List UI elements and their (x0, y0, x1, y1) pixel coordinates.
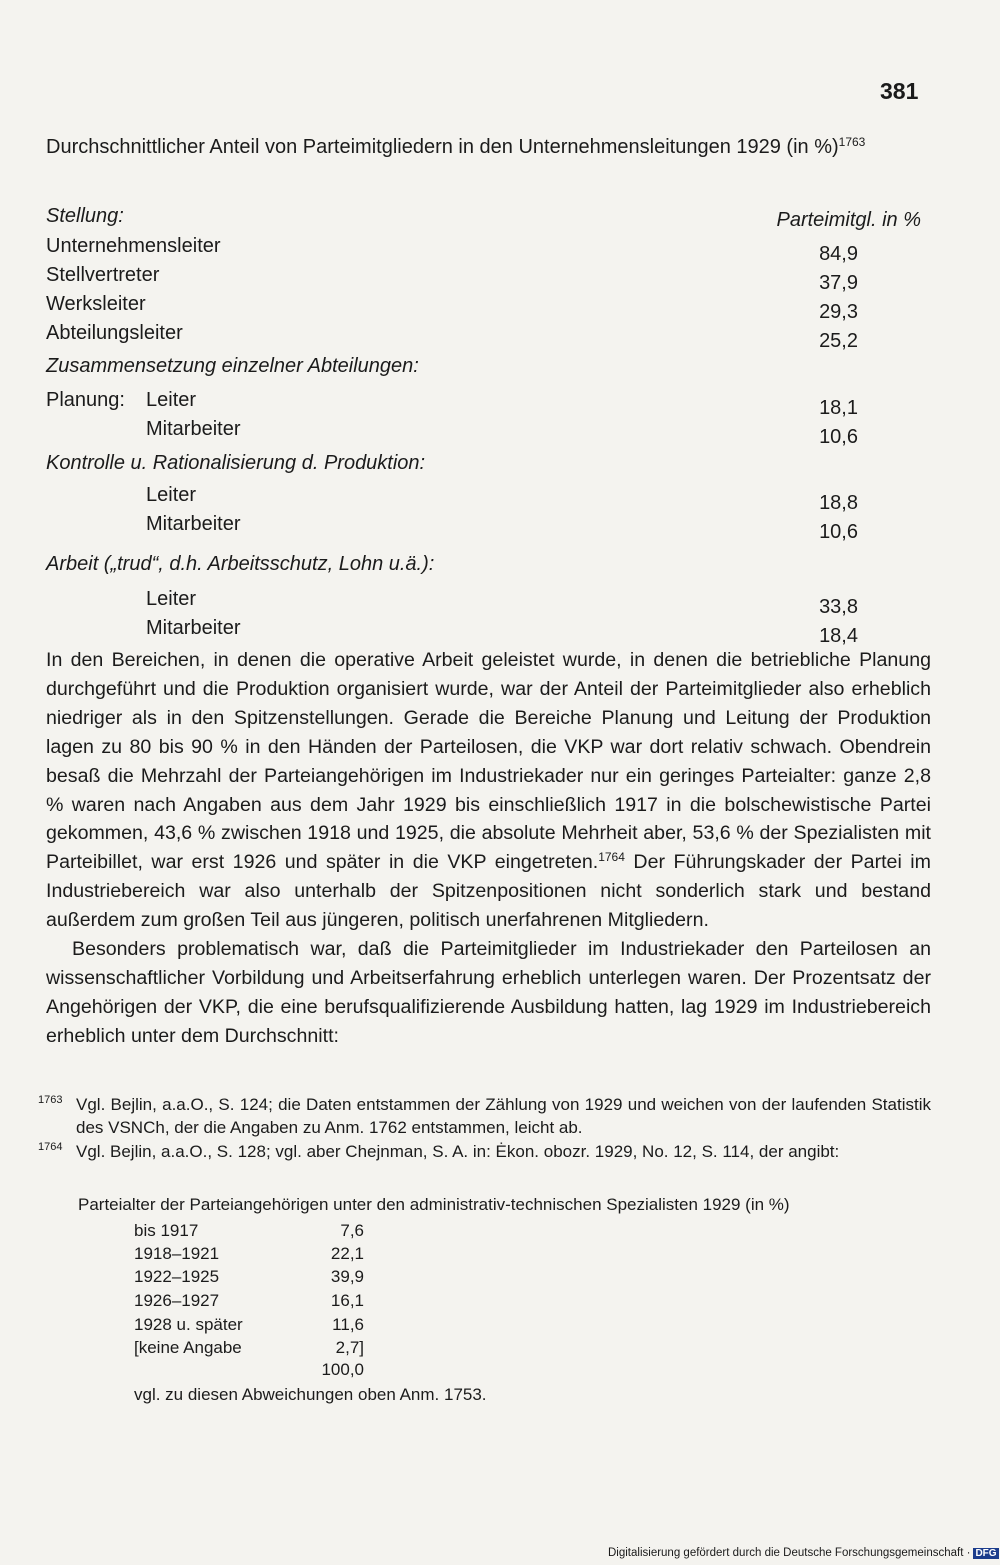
footnote (38, 1094, 931, 1139)
row-label: Abteilungsleiter (46, 322, 183, 344)
paragraph: Besonders problematisch war, daß die Parteimitglieder im Industriekader den Parteilosen an wissenschaftlicher Vorbildung und Arbeitserfahrung erheblich unterlegen waren. Der Prozentsatz der Angehörigen der VKP, die eine berufsqualifizierende Ausbildung hatten, lag 1929 im Industriebereich erheblich unter dem Durchschnitt: (46, 938, 931, 1047)
row-value: 33,8 (819, 596, 858, 618)
row-label: Mitarbeiter (146, 617, 241, 639)
table-caption-text: Durchschnittlicher Anteil von Parteimitgliedern in den Unternehmensleitungen 1929 (in %) (46, 136, 839, 158)
section-heading (46, 352, 921, 380)
year-label: 1918–1921 (134, 1244, 220, 1263)
row-label: Unternehmensleiter (46, 235, 221, 257)
footnote-table-total: 100,0 (321, 1360, 364, 1379)
footnote-table-note: vgl. zu diesen Abweichungen oben Anm. 1753. (134, 1385, 487, 1404)
section-heading (46, 449, 921, 477)
row-value: 37,9 (819, 272, 858, 294)
paragraph (46, 646, 931, 935)
year-value: 22,1 (330, 1244, 364, 1263)
row-value: 18,8 (819, 492, 858, 514)
footnote-table-row (134, 1289, 364, 1312)
table-header (46, 202, 921, 230)
section-heading (46, 550, 921, 578)
row-label: Werksleiter (46, 293, 146, 315)
table-row (46, 261, 921, 294)
row-label: Leiter (146, 588, 197, 610)
row-label: Leiter (146, 389, 197, 411)
footnote-table-row (134, 1242, 364, 1265)
year-label: 1928 u. später (134, 1315, 243, 1334)
paragraph-text: In den Bereichen, in denen die operative Arbeit geleistet wurde, in denen die betriebliche Planung durchgeführt und die Produktion organisiert wurde, war der Anteil der Parteimitglieder also erheblich niedriger als in den Spitzenstellungen. Gerade die Bereiche Planung und Leitung der Produktion lagen zu 80 bis 90 % in den Händen der Parteilosen, die VKP war dort relativ schwach. Obendrein besaß die Mehrzahl der Parteiangehörigen im Industriekader nur ein geringes Parteialter: ganze 2,8 % waren nach Angaben aus dem Jahr 1929 bis einschließlich 1917 in die bolschewistische Partei gekommen, 43,6 % zwischen 1918 und 1925, die absolute Mehrheit aber, 53,6 % der Spezialisten mit Parteibillet, war erst 1926 und später in die VKP eingetreten. (46, 649, 931, 874)
row-label: Mitarbeiter (146, 418, 241, 440)
year-label: bis 1917 (134, 1221, 199, 1240)
footnote (38, 1141, 931, 1164)
digitization-credit (608, 1547, 999, 1559)
planung-prefix: Planung: (46, 389, 125, 411)
year-value: 2,7] (335, 1338, 364, 1357)
footnote-table-row (134, 1336, 364, 1359)
section-kontrolle: Kontrolle u. Rationalisierung d. Produktion: (46, 452, 426, 474)
row-value: 18,1 (819, 397, 858, 419)
footnote-text: Vgl. Bejlin, a.a.O., S. 128; vgl. aber Chejnman, S. A. in: Ėkon. obozr. 1929, No. 12, S. 114, der angibt: (76, 1142, 840, 1161)
dfg-logo: DFG (975, 1548, 997, 1559)
row-value: 84,9 (819, 243, 858, 265)
row-label: Leiter (146, 484, 197, 506)
row-value: 29,3 (819, 301, 858, 323)
year-value: 7,6 (340, 1221, 364, 1240)
year-label: 1922–1925 (134, 1267, 220, 1286)
row-value: 18,4 (819, 625, 858, 647)
footnote-table-row (134, 1265, 364, 1288)
credit-text: Digitalisierung gefördert durch die Deutsche Forschungsgemeinschaft · (608, 1547, 971, 1559)
year-value: 11,6 (332, 1315, 364, 1334)
table-row (46, 386, 921, 419)
table-row (46, 614, 921, 647)
footnote-table-row (134, 1219, 364, 1242)
footnote-ref-1763[interactable]: 1763 (838, 135, 866, 149)
year-value: 39,9 (330, 1267, 364, 1286)
footnote-ref-1764[interactable]: 1764 (598, 850, 625, 865)
year-value: 16,1 (330, 1291, 364, 1310)
table-row (46, 585, 921, 618)
page-number: 381 (880, 78, 919, 104)
table-caption (46, 134, 931, 161)
body-text (46, 646, 931, 1051)
table-row (46, 415, 921, 448)
footnote-table-title: Parteialter der Parteiangehörigen unter den administrativ-technischen Spezialisten 1929 (in %) (78, 1195, 790, 1214)
footnote-text: Vgl. Bejlin, a.a.O., S. 124; die Daten entstammen der Zählung von 1929 und weichen von der laufenden Statistik des VSNCh, der die Angaben zu Anm. 1762 entstammen, leicht ab. (76, 1095, 931, 1137)
row-value: 10,6 (819, 521, 858, 543)
row-label: Stellvertreter (46, 264, 160, 286)
table-row (46, 510, 921, 543)
year-label: 1926–1927 (134, 1291, 220, 1310)
header-stellung: Stellung: (46, 205, 124, 227)
footnote-mark: 1763 (38, 1094, 63, 1106)
row-value: 25,2 (819, 330, 858, 352)
footnote-table-row (134, 1313, 364, 1336)
table-row (46, 232, 921, 265)
year-label: [keine Angabe (134, 1338, 242, 1357)
row-label: Mitarbeiter (146, 513, 241, 535)
header-parteimitgl: Parteimitgl. in % (776, 209, 921, 231)
row-value: 10,6 (819, 426, 858, 448)
section-zusammensetzung: Zusammensetzung einzelner Abteilungen: (46, 355, 419, 377)
section-arbeit: Arbeit („trud“, d.h. Arbeitsschutz, Lohn u.ä.): (46, 553, 435, 575)
table-row (46, 290, 921, 323)
paragraph-text: Der Führungskader der Partei im Industriebereich war also unterhalb der Spitzenpositionen nicht sonderlich stark und bestand außerdem zum großen Teil aus jüngeren, politisch unerfahrenen Mitgliedern. (46, 851, 931, 932)
table-row (46, 481, 921, 514)
footnote-mark: 1764 (38, 1141, 63, 1153)
table-row (46, 319, 921, 352)
